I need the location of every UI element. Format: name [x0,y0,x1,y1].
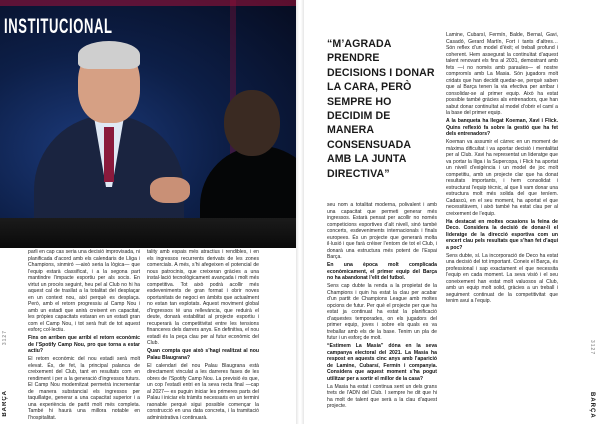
article-paragraph: seu nom a totalitat moderna, polivalent i amb una capacitat que permeti generar més ingressos. Estarà pensat per acollir no només competicions esportives d’alt nivell, sinó també concerts, esdeveniments internacionals i finals europees. És un projecte que generarà molta il·lusió i que farà créixer l’entorn de tot el Club, i donarà una estructura més potent de l’Espai Barça. [327,202,437,260]
section-title: INSTITUCIONAL [4,15,113,38]
article-paragraph: tality amb espais més atractius i rendibles, i en els ingressos recurrents derivats de les zones comercials. A més, s’hi afegeixen el potencial de nous patrocinis, que creixeran gràcies a una instal·lació tecnològicament avançada i molt més competitiva. Tot això podrà acollir més esdeveniments de gran format i obrir noves oportunitats de negoci en àmbits que actualment no estan tan explotats. Aquest moviment global d’ingressos té una rellevància, que reduirà el deute, donarà estabilitat al projecte esportiu i recuperarà la competitivitat entre les tensions financeres dels darrers anys. En definitiva, el nou estadi és la peça clau per al futur econòmic del Club. [147,249,259,346]
hand-shape [150,177,190,203]
photo-stripe [0,0,296,6]
tie-shape [104,127,114,182]
interview-question: “Estimem La Masia” dóna en la seva campanya electoral del 2021. La Masia ha respost en aquests cinc anys amb l’aparició de Lamine, Cubarsí, Fermín i companyia. Considera que aquest moment s’ha pogut utilitzar per a sortir el millor de la casa? [327,343,437,382]
page-number-left: 3127 [2,330,8,346]
article-paragraph: El retorn econòmic del nou estadi serà molt elevat. És, de fet, la principal palanca de creixement del Club, tant en resultats com en rendiment i per a la generació d’ingressos futurs. El Camp Nou modernitzat permetrà incrementar de manera substancial els ingressos per taquillatge, generar a una capacitat superior i a una experiència de partit molt més completa. També hi haurà una millora notable en l’hospitalitat. [28,356,140,421]
interview-question: A la banqueta ha llegat Koeman, Xavi i Flick. Quins reflexió fa sobre la gestió que ha fet dels entrenadors? [446,118,558,137]
article-paragraph: Koeman va assumir el càrrec en un moment de màxima dificultat i va aportar decisió i mentalitat per al Club. Xavi ha representat un lideratge que va portar la lliga i la Supercopa, i Flick ha aportat un nivell d’exigència i un model de joc molt competitiu, amb un projecte clar que ha donat resultats importants, i hem consolidat i estructurat l’equip tècnic, al que li vam donar una estructura molt més solida del que teníem. Cadascú, en el seu moment, ha aportat el que necessitàvem, i això també ha estat clau per al creixement de l’equip. [446,139,558,217]
interviewer-head [224,90,280,156]
page-gutter [296,0,304,424]
article-column-4 [446,32,558,420]
article-paragraph: El calendari del nou Palau Blaugrana està directament vinculat a les darreres fases de les obres de l’Spotify Camp Nou. La previsió és que, un cop l’estadi entri en la seva recta final —cap al 2027— es puguin iniciar les primeres parts del Palau i iniciar els tràmits necessaris en un termini raonable perquè sigui possible començar la construcció en una data concreta, i la tramitació administrativa i continuarà. [147,362,259,421]
brand-folio-right: BARÇA [589,392,595,419]
brand-folio-left: BARÇA [2,390,8,417]
pull-quote: “M’AGRADA PRENDRE DECISIONS I DONAR LA CARA, PERÒ SEMPRE HO DECIDIM DE MANERA CONSENSUADA AMB LA JUNTA DIRECTIVA” [327,38,435,180]
hair-shape [78,41,140,69]
article-paragraph: Lamine, Cubarsí, Fermín, Balde, Bernal, Gavi, Casadó, Gerard Martín, Fort i tants d’altres… Són reflex d’un model d’èxit; el treball profund i coherent. Hem assegurat la continuïtat d’aquest talent renovant els fins al 2031, demostrant amb fets —i no només amb paraules— el nostre compromís amb La Masia. Són jugadors molt cridats que han decidit quedar-se, perquè saben que al Barça tenen la via efectiva per arribar i consolidar-se al primer equip. Això ha estat possible també gràcies als entrenadors, que han sabut donar continuïtat al model d’obrir el camí a la base del primer equip. [446,32,558,116]
article-paragraph: Sens dubte, sí. La incorporació de Deco ha estat una decisió del tot important. Coneix el Barça, és professional i sap exactament el que necessita l’equip en cada moment. La seva visió i el seu coneixement han estat molt valuosos al Club, amb un equip molt solid, gràcies a un treball i seguiment continuat de la competitivitat que tenim avui a l’equip. [446,252,558,304]
interview-question: Quan compta que això s’hagi realitzat al nou Palau Blaugrana? [147,348,259,361]
interview-question: En una època molt complicada econòmicament, el primer equip del Barça no ha abandonat l’elit del futbol. [327,262,437,281]
article-paragraph: La Masia ha estat i continua sent un dels grans trets de l’ADN del Club. I sempre he dit que hi ha molt de talent que serà a la clau d’aquest projecte. [327,383,437,409]
article-paragraph: parli en cap cas seria una decisió improvisada, ni planificada d’acord amb els calendaris de Lliga i Champions, sinmiró —això seria la lògica— que l’equip estarà classificat, i a la segona part mantindre l’impacte esportiu per als socis. En virtut un procés seguint, heu pel al Club no hi ha aquest cal de trasllat a la totalitat del desplaçar en un context nou, així perquè es desplaça. Però, amb el retorn progressiu al Camp Nou i amb un estadi que anirà creixent en capacitat, les pròpies capacitats estaran en un estadi gran com el Camp Nou, i tot serà fruit de tot aquest esforç col·lectiu. [28,249,140,333]
table-surface [0,218,296,248]
page-number-right: 3127 [589,340,595,356]
article-column-2 [147,249,259,421]
article-column-1 [28,249,140,421]
article-column-3 [327,202,437,420]
interview-question: Ha destacat en moltes ocasions la feina de Deco. Considera la decisió de donar-li el lideratge de la direcció esportiva com un encert clau pels resultats que s’han fet d’aquí a poc? [446,218,558,251]
interview-question: Fins on arriben que arribi el retorn econòmic de l’Spotify Camp Nou, pro que torna a estar actiu? [28,335,140,354]
article-paragraph: Sens cap dubte la renda a la propietat de la Champions i quin ha estat la clau per acabar d’un partit de Champions League amb moltes opcions de futur. Per què el projecte per que ha estat ja continuat ha estat la planificació d’aquestes temporades, on els jugadors del primer equip, joves i sobre els quals es va treballar amb els de la base. Tenim un pla de futur i un esforç de molt. [327,283,437,341]
